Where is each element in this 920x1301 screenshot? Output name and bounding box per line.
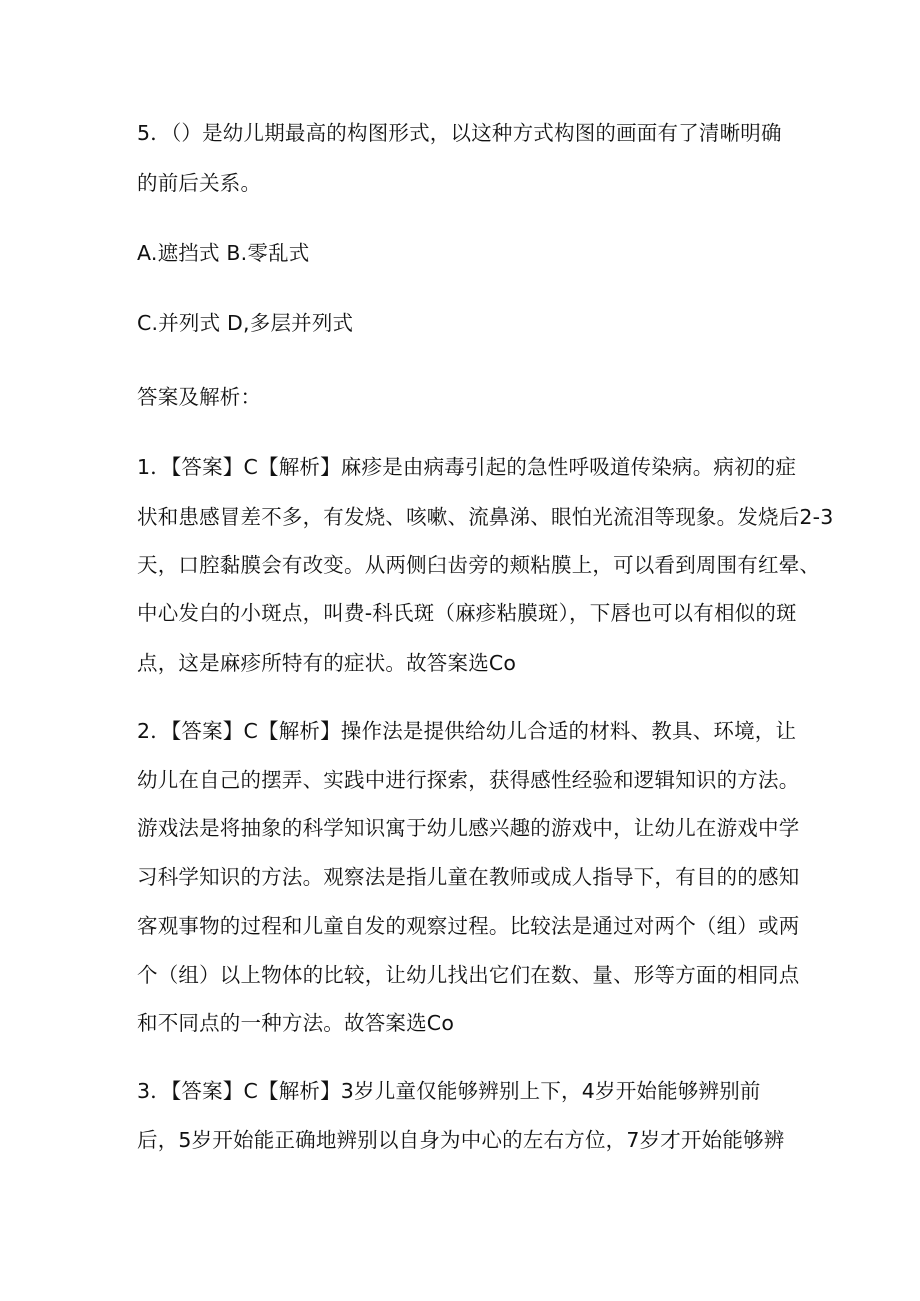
answer-2-line-2: 幼儿在自己的摆弄、实践中进行探索，获得感性经验和逻辑知识的方法。 (137, 768, 800, 792)
question-5-options-cd: C.并列式 D,多层并列式 (137, 311, 354, 335)
answer-1-line-1: 1．【答案】C【解析】麻疹是由病毒引起的急性呼吸道传染病。病初的症 (137, 455, 797, 479)
answer-1-line-3: 天，口腔黏膜会有改变。从两侧臼齿旁的颊粘膜上，可以看到周围有红晕、 (137, 553, 821, 577)
question-5-line-1: 5．（）是幼儿期最高的构图形式，以这种方式构图的画面有了清晰明确 (137, 121, 782, 145)
answer-1-line-4: 中心发白的小斑点，叫费-科氏斑（麻疹粘膜斑），下唇也可以有相似的斑 (137, 601, 797, 625)
answer-2-line-4: 习科学知识的方法。观察法是指儿童在教师或成人指导下，有目的的感知 (137, 865, 800, 889)
answer-1-line-2: 状和患感冒差不多，有发烧、咳嗽、流鼻涕、眼怕光流泪等现象。发烧后2-3 (137, 505, 834, 529)
answer-2-line-7: 和不同点的一种方法。故答案选Co (137, 1011, 455, 1035)
question-5-line-2: 的前后关系。 (137, 171, 262, 195)
answer-3-line-2: 后，5岁开始能正确地辨别以自身为中心的左右方位，7岁才开始能够辨 (137, 1128, 785, 1152)
answers-heading: 答案及解析： (137, 385, 262, 409)
answer-2-line-3: 游戏法是将抽象的科学知识寓于幼儿感兴趣的游戏中，让幼儿在游戏中学 (137, 816, 800, 840)
answer-2-line-1: 2．【答案】C【解析】操作法是提供给幼儿合适的材料、教具、环境，让 (137, 719, 797, 743)
question-5-options-ab: A.遮挡式 B.零乱式 (137, 241, 310, 265)
answer-2-line-5: 客观事物的过程和儿童自发的观察过程。比较法是通过对两个（组）或两 (137, 914, 800, 938)
answer-2-line-6: 个（组）以上物体的比较，让幼儿找出它们在数、量、形等方面的相同点 (137, 963, 800, 987)
answer-1-line-5: 点，这是麻疹所特有的症状。故答案选Co (137, 651, 517, 675)
answer-3-line-1: 3．【答案】C【解析】3岁儿童仅能够辨别上下，4岁开始能够辨别前 (137, 1079, 761, 1103)
